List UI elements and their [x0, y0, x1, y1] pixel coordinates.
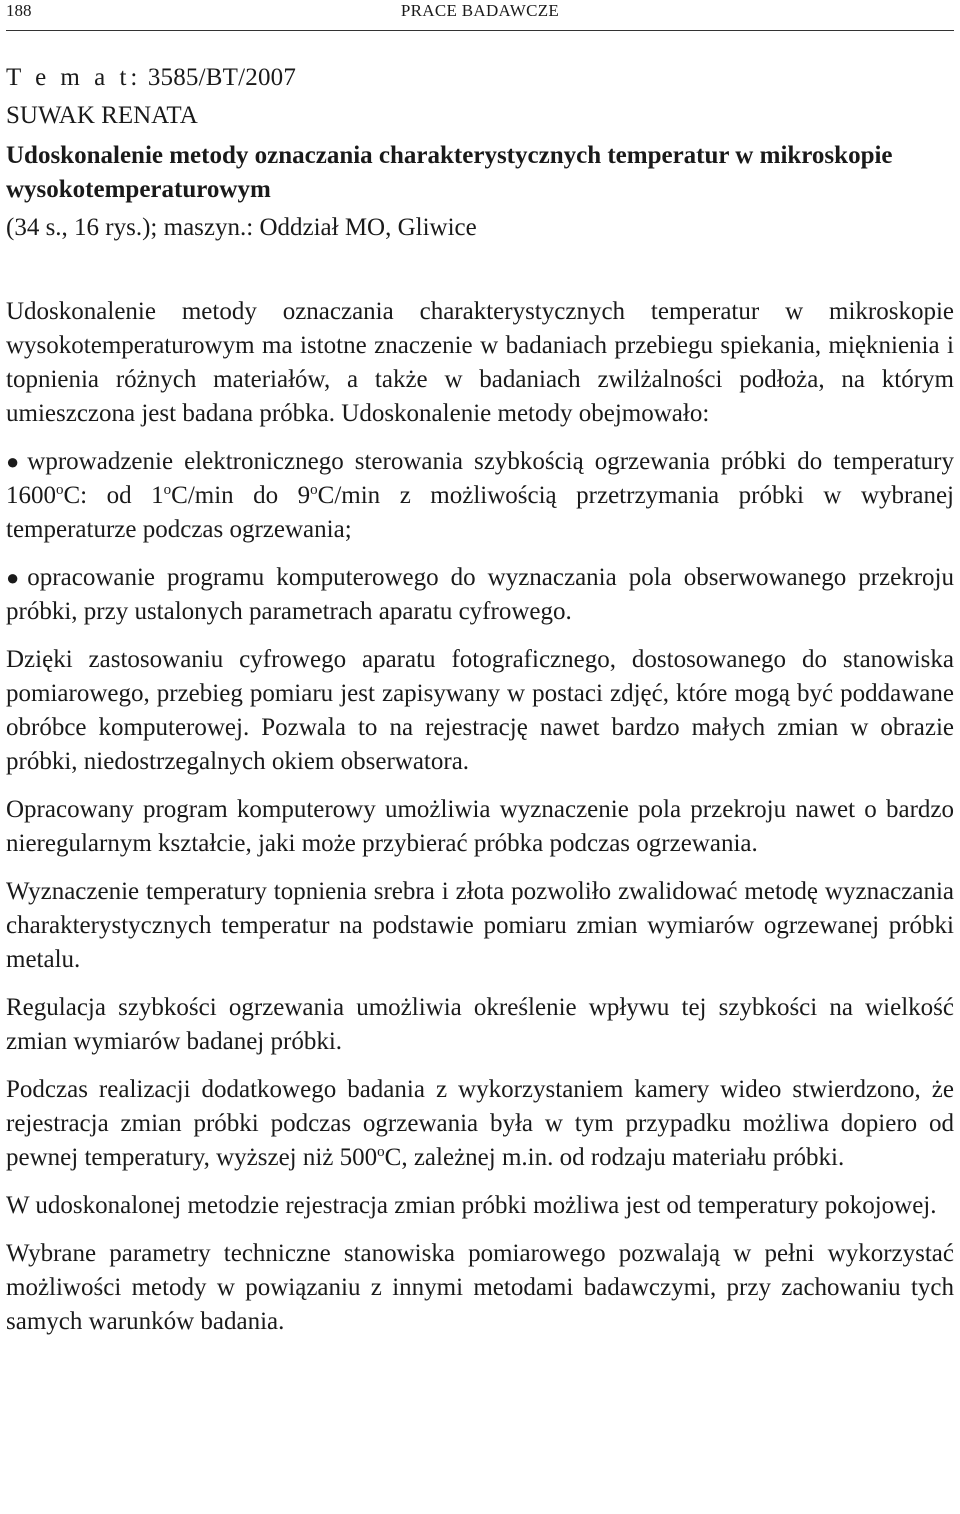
page-number: 188 [6, 1, 32, 20]
degree-symbol: o [377, 1144, 385, 1160]
list-item [6, 445, 954, 547]
bullet-icon: ● [6, 565, 20, 590]
degree-symbol: o [310, 482, 318, 498]
record-metadata [6, 61, 954, 245]
paragraph: Regulacja szybkości ogrzewania umożliwia określenie wpływu tej szybkości na wielkość zmian wymiarów badanej próbki. [6, 994, 954, 1055]
journal-title: PRACE BADAWCZE [400, 1, 560, 20]
bullet-text: C/min do 9 [171, 482, 311, 509]
running-header [6, 0, 954, 24]
author-name: SUWAK RENATA [6, 102, 198, 129]
report-details: (34 s., 16 rys.); maszyn.: Oddział MO, Gliwice [6, 214, 477, 241]
bullet-text: C: od 1 [63, 482, 164, 509]
paragraph: Wybrane parametry techniczne stanowiska pomiarowego pozwalają w pełni wykorzystać możliwości metody w powiązaniu z innymi metodami badawczymi, przy zachowaniu tych samych warunków badania. [6, 1240, 954, 1335]
degree-symbol: o [56, 482, 64, 498]
header-divider [6, 30, 954, 31]
bullet-text: opracowanie programu komputerowego do wyznaczania pola obserwowanego przekroju próbki, przy ustalonych parametrach aparatu cyfrowego. [6, 564, 954, 625]
bullet-list [6, 445, 954, 629]
report-title: Udoskonalenie metody oznaczania charakterystycznych temperatur w mikroskopie wysokotemperaturowym [6, 142, 893, 203]
topic-line [6, 61, 954, 95]
paragraph-intro: Udoskonalenie metody oznaczania charakterystycznych temperatur w mikroskopie wysokotemperaturowym ma istotne znaczenie w badaniach przebiegu spiekania, mięknienia i topnienia różnych materiałów, a także w badaniach zwilżalności podłoża, na którym umieszczona jest badana próbka. Udoskonalenie metody obejmowało: [6, 298, 954, 427]
paragraph: Opracowany program komputerowy umożliwia wyznaczenie pola przekroju nawet o bardzo nieregularnym kształcie, jaki może przybierać próbka podczas ogrzewania. [6, 796, 954, 857]
paragraph: Wyznaczenie temperatury topnienia srebra i złota pozwoliło zwalidować metodę wyznaczania charakterystycznych temperatur na podstawie pomiaru zmian wymiarów ogrzewanej próbki metalu. [6, 878, 954, 973]
degree-symbol: o [163, 482, 172, 498]
paragraph-text: C, zależnej m.in. od rodzaju materiału próbki. [384, 1144, 845, 1171]
paragraph-text: Podczas realizacji dodatkowego badania z wykorzystaniem kamery wideo stwierdzono, że rejestracja zmian próbki podczas ogrzewania była w tym przypadku możliwa dopiero od pewnej temperatury, wyższej niż 500 [6, 1076, 954, 1171]
bullet-text: C/min z możliwością przetrzymania próbki w wybranej temperaturze podczas ogrzewania; [6, 482, 954, 543]
paragraph: Dzięki zastosowaniu cyfrowego aparatu fotograficznego, dostosowanego do stanowiska pomiarowego, przebieg pomiaru jest zapisywany w postaci zdjęć, które mogą być poddawane obróbce komputerowej. Pozwala to na rejestrację nawet bardzo małych zmian w obrazie próbki, niedostrzegalnych okiem obserwatora. [6, 646, 954, 775]
list-item [6, 561, 954, 629]
paragraph: W udoskonalonej metodzie rejestracja zmian próbki możliwa jest od temperatury pokojowej. [6, 1192, 937, 1219]
bullet-text: wprowadzenie elektronicznego sterowania szybkością ogrzewania próbki do temperatury 1600 [6, 448, 954, 509]
abstract-body [6, 295, 954, 1339]
paragraph [6, 1073, 954, 1175]
topic-value: 3585/BT/2007 [147, 64, 297, 91]
topic-label: T e m a t: [6, 64, 142, 91]
bullet-icon: ● [6, 449, 20, 474]
